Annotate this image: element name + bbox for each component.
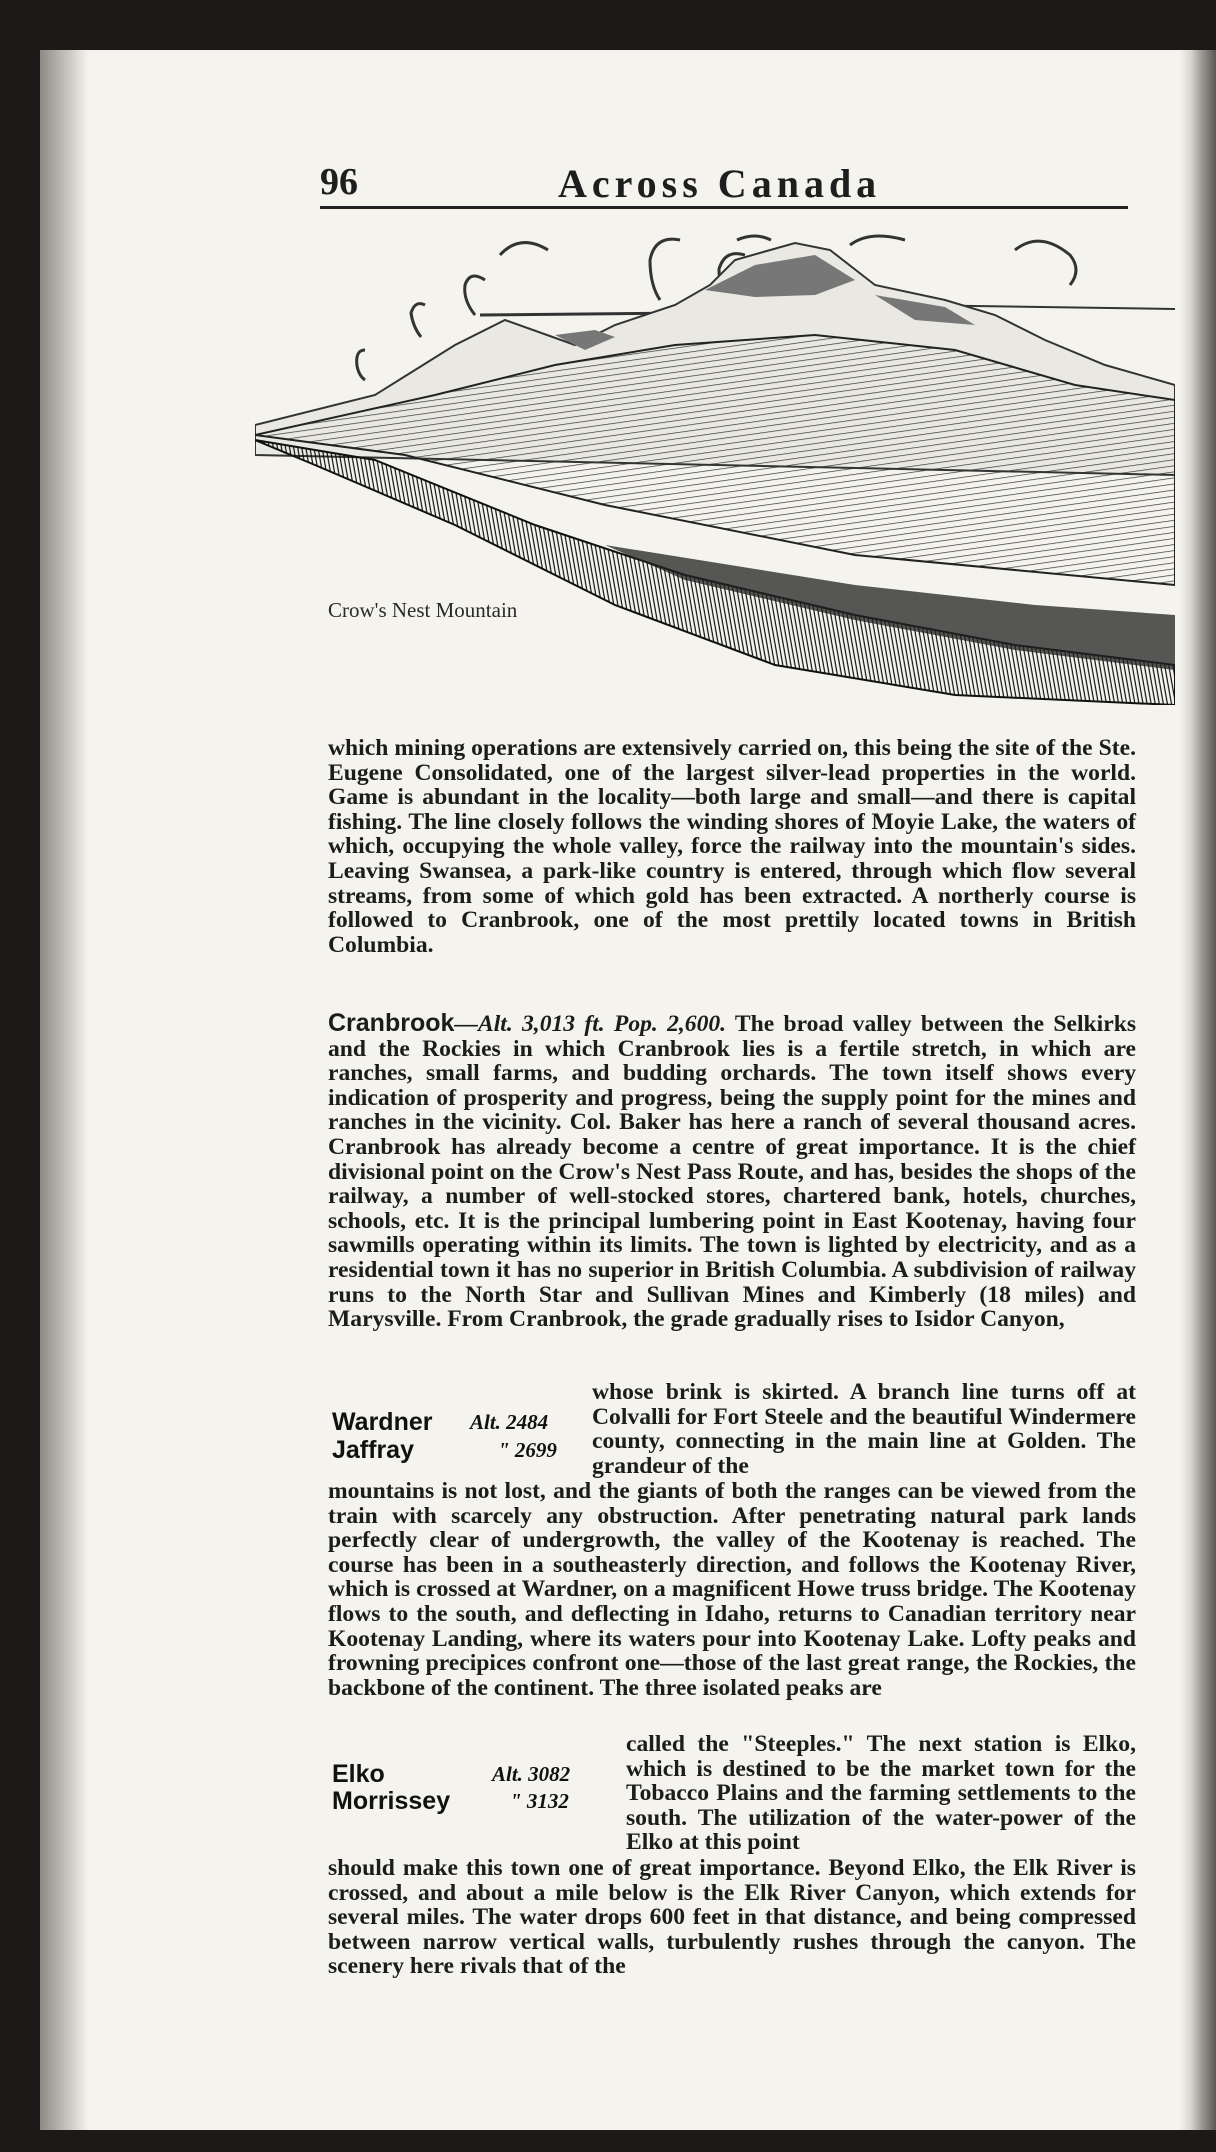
cranbrook-stats: —Alt. 3,013 ft. Pop. 2,600. (454, 1011, 727, 1037)
station-alt-elko: Alt. 3082 (492, 1762, 571, 1786)
paragraph-steeples: called the "Steeples." The next station is Elko, which is destined to be the market town for the Tobacco Plains and the farming settlements to the south. The utilization of the water-power of the Elko at this point (626, 1731, 1136, 1856)
running-title: Across Canada (558, 161, 882, 206)
station-alt-morrissey: " 3132 (510, 1789, 569, 1813)
paragraph-kootenay: mountains is not lost, and the giants of both the ranges can be viewed from the train with scarcely any obstruction. After penetrating natural park lands perfectly clear of undergrowth, the valley of the Kootenay is reached. The course has been in a southeasterly direction, and follows the Kootenay River, which is crossed at Wardner, on a magnificent Howe truss bridge. The Kootenay flows to the south, and deflecting in Idaho, returns to Canadian territory near Kootenay Landing, where its waters pour into Kootenay Lake. Lofty peaks and frowning precipices confront one—those of the last great range, the Rockies, the backbone of the continent. The three isolated peaks are (328, 1478, 1136, 1701)
paragraph-mining: which mining operations are extensively carried on, this being the site of the Ste. Eugene Consolidated, one of the largest silver-lead properties in the world. Game is abundant in the locality—both large and small—and there is capital fishing. The line closely follows the winding shores of Moyie Lake, the waters of which, occupying the whole valley, force the railway into the mountain's sides. Leaving Swansea, a park-like country is entered, through which flow several streams, from some of which gold has been extracted. A northerly course is followed to Cranbrook, one of the most prettily located towns in British Columbia. (328, 735, 1136, 958)
station-alt-jaffray: " 2699 (498, 1438, 557, 1462)
running-header (320, 160, 1128, 209)
station-name-morrissey: Morrissey (332, 1787, 451, 1815)
illustration-caption: Crow's Nest Mountain (328, 598, 518, 622)
paragraph-elk-river: should make this town one of great importance. Beyond Elko, the Elk River is crossed, and about a mile below is the Elk River Canyon, which extends for several miles. The water drops 600 feet in that distance, and being compressed between narrow vertical walls, turbulently rushes through the canyon. The scenery here rivals that of the (328, 1855, 1136, 1980)
cranbrook-heading: Cranbrook (328, 1009, 455, 1037)
paragraph-branch-line: whose brink is skirted. A branch line turns off at Colvalli for Fort Steele and the beautiful Windermere county, connecting in the main line at Golden. The grandeur of the (592, 1379, 1136, 1479)
station-name-elko: Elko (332, 1760, 385, 1788)
station-name-wardner: Wardner (332, 1408, 433, 1436)
cranbrook-body: The broad valley between the Selkirks and the Rockies in which Cranbrook lies is a fertile stretch, in which are ranches, small farms, and budding orchards. The town itself shows every indication of prosperity and progress, being the supply point for the mines and ranches in the vicinity. Col. Baker has here a ranch of several thousand acres. Cranbrook has already become a centre of great importance. It is the chief divisional point on the Crow's Nest Pass Route, and has, besides the shops of the railway, a number of well-stocked stores, chartered bank, hotels, churches, schools, etc. It is the principal lumbering point in East Kootenay, having four sawmills operating within its limits. The town is lighted by electricity, and as a residential town it has no superior in British Columbia. A subdivision of railway runs to the North Star and Sullivan Mines and Kimberly (18 miles) and Marysville. From Cranbrook, the grade gradually rises to Isidor Canyon, (328, 1011, 1137, 1333)
crows-nest-mountain-illustration (255, 225, 1175, 705)
page-edge-right (1180, 50, 1216, 2130)
page-number: 96 (320, 161, 358, 203)
page-gutter-left (40, 50, 88, 2130)
station-alt-wardner: Alt. 2484 (470, 1410, 549, 1434)
paragraph-cranbrook (328, 1011, 1136, 1332)
station-name-jaffray: Jaffray (332, 1436, 414, 1464)
